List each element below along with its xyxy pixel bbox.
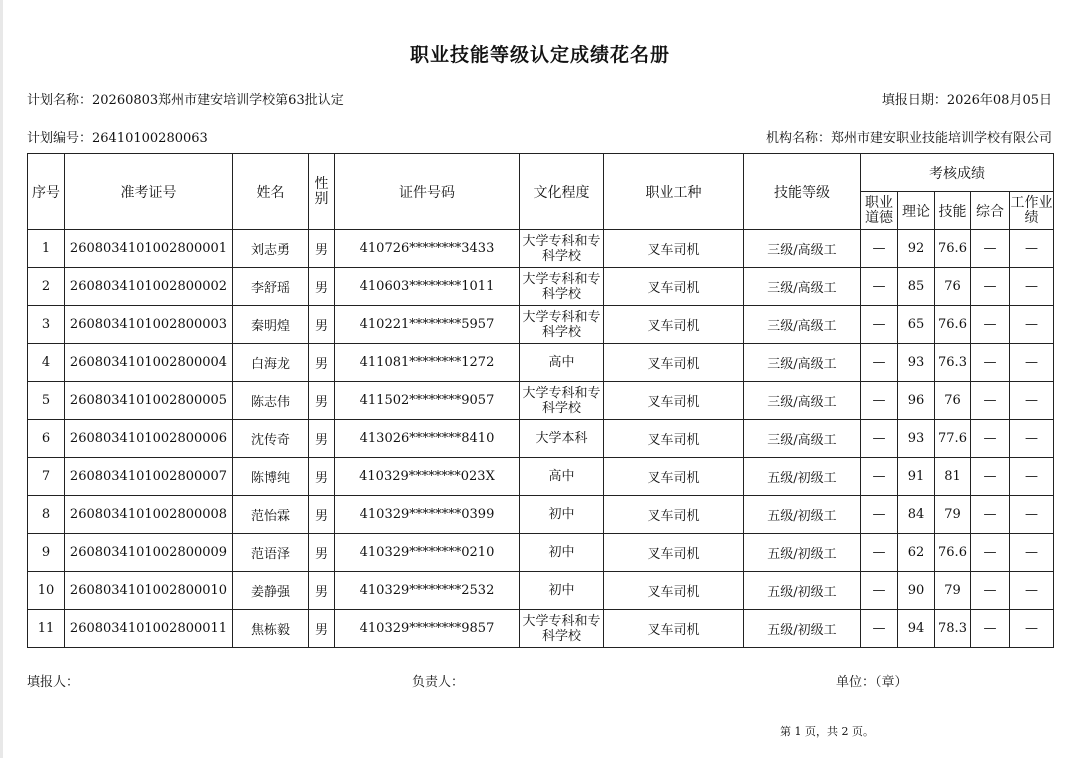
cell-skill: 76.6: [935, 230, 971, 268]
cell-level: 五级/初级工: [744, 534, 861, 572]
cell-overall: —: [971, 268, 1010, 306]
cell-id-no: 410221********5957: [335, 306, 520, 344]
cell-theory: 96: [898, 382, 935, 420]
cell-seq: 2: [28, 268, 65, 306]
cell-occupation: 叉车司机: [604, 534, 744, 572]
table-row: [28, 382, 1054, 420]
cell-name: 秦明煌: [233, 306, 309, 344]
cell-id-no: 410329********9857: [335, 610, 520, 648]
header-id-no: 证件号码: [335, 154, 520, 230]
cell-id-no: 410603********1011: [335, 268, 520, 306]
table-row: [28, 230, 1054, 268]
fill-date-label: 填报日期：: [881, 93, 947, 108]
cell-level: 五级/初级工: [744, 572, 861, 610]
cell-theory: 85: [898, 268, 935, 306]
cell-overall: —: [971, 420, 1010, 458]
cell-seq: 10: [28, 572, 65, 610]
document-title: 职业技能等级认定成绩花名册: [409, 44, 670, 66]
cell-seq: 4: [28, 344, 65, 382]
organization-label: 机构名称：: [765, 131, 831, 146]
cell-skill: 76.6: [935, 534, 971, 572]
cell-ethics: —: [861, 420, 898, 458]
cell-education: 大学专科和专科学校: [520, 268, 604, 306]
cell-id-no: 411502********9057: [335, 382, 520, 420]
cell-overall: —: [971, 610, 1010, 648]
cell-performance: —: [1010, 420, 1054, 458]
responsible-label: 负责人：: [412, 675, 465, 690]
cell-education: 大学专科和专科学校: [520, 610, 604, 648]
cell-seq: 5: [28, 382, 65, 420]
cell-level: 五级/初级工: [744, 458, 861, 496]
cell-gender: 男: [309, 496, 335, 534]
cell-seq: 7: [28, 458, 65, 496]
cell-overall: —: [971, 230, 1010, 268]
cell-skill: 77.6: [935, 420, 971, 458]
cell-education: 高中: [520, 458, 604, 496]
cell-gender: 男: [309, 382, 335, 420]
cell-overall: —: [971, 306, 1010, 344]
cell-exam-no: 2608034101002800004: [65, 344, 233, 382]
cell-overall: —: [971, 382, 1010, 420]
cell-performance: —: [1010, 382, 1054, 420]
cell-performance: —: [1010, 344, 1054, 382]
cell-id-no: 410329********2532: [335, 572, 520, 610]
header-exam-no: 准考证号: [65, 154, 233, 230]
header-overall: 综合: [971, 192, 1010, 230]
plan-number-value: 26410100280063: [92, 131, 208, 146]
cell-exam-no: 2608034101002800009: [65, 534, 233, 572]
cell-occupation: 叉车司机: [604, 306, 744, 344]
cell-level: 五级/初级工: [744, 610, 861, 648]
cell-overall: —: [971, 572, 1010, 610]
cell-performance: —: [1010, 610, 1054, 648]
header-skill: 技能: [935, 192, 971, 230]
cell-overall: —: [971, 496, 1010, 534]
cell-theory: 94: [898, 610, 935, 648]
plan-name: [27, 89, 344, 108]
table-row: [28, 420, 1054, 458]
cell-exam-no: 2608034101002800007: [65, 458, 233, 496]
cell-occupation: 叉车司机: [604, 382, 744, 420]
cell-education: 高中: [520, 344, 604, 382]
cell-performance: —: [1010, 496, 1054, 534]
cell-education: 大学本科: [520, 420, 604, 458]
cell-name: 陈博纯: [233, 458, 309, 496]
cell-exam-no: 2608034101002800010: [65, 572, 233, 610]
cell-exam-no: 2608034101002800008: [65, 496, 233, 534]
organization: [766, 127, 1052, 146]
cell-name: 焦栋毅: [233, 610, 309, 648]
plan-number: [27, 127, 208, 146]
header-seq: 序号: [28, 154, 65, 230]
cell-ethics: —: [861, 496, 898, 534]
cell-name: 范语泽: [233, 534, 309, 572]
cell-exam-no: 2608034101002800011: [65, 610, 233, 648]
header-theory: 理论: [898, 192, 935, 230]
header-occupation: 职业工种: [604, 154, 744, 230]
table-row: [28, 268, 1054, 306]
cell-level: 三级/高级工: [744, 268, 861, 306]
cell-exam-no: 2608034101002800005: [65, 382, 233, 420]
cell-skill: 79: [935, 572, 971, 610]
cell-skill: 76.3: [935, 344, 971, 382]
cell-id-no: 410726********3433: [335, 230, 520, 268]
cell-occupation: 叉车司机: [604, 610, 744, 648]
cell-skill: 76: [935, 268, 971, 306]
cell-name: 李舒瑶: [233, 268, 309, 306]
header-performance: 工作业绩: [1010, 192, 1054, 230]
cell-level: 三级/高级工: [744, 344, 861, 382]
header-education: 文化程度: [520, 154, 604, 230]
cell-performance: —: [1010, 458, 1054, 496]
cell-education: 初中: [520, 496, 604, 534]
cell-name: 刘志勇: [233, 230, 309, 268]
header-ethics: 职业道德: [861, 192, 898, 230]
cell-theory: 92: [898, 230, 935, 268]
cell-ethics: —: [861, 268, 898, 306]
cell-ethics: —: [861, 306, 898, 344]
cell-education: 初中: [520, 534, 604, 572]
plan-name-label: 计划名称：: [27, 93, 93, 108]
cell-occupation: 叉车司机: [604, 230, 744, 268]
table-row: [28, 610, 1054, 648]
cell-skill: 78.3: [935, 610, 971, 648]
cell-exam-no: 2608034101002800006: [65, 420, 233, 458]
cell-seq: 1: [28, 230, 65, 268]
cell-ethics: —: [861, 610, 898, 648]
cell-id-no: 411081********1272: [335, 344, 520, 382]
organization-value: 郑州市建安职业技能培训学校有限公司: [830, 131, 1052, 146]
unit-seal-label: 单位：（章）: [836, 675, 908, 690]
cell-level: 三级/高级工: [744, 420, 861, 458]
cell-seq: 3: [28, 306, 65, 344]
cell-education: 初中: [520, 572, 604, 610]
cell-education: 大学专科和专科学校: [520, 306, 604, 344]
cell-level: 三级/高级工: [744, 230, 861, 268]
cell-occupation: 叉车司机: [604, 496, 744, 534]
cell-theory: 65: [898, 306, 935, 344]
cell-skill: 76.6: [935, 306, 971, 344]
page-edge-shadow: [0, 0, 3, 758]
cell-exam-no: 2608034101002800002: [65, 268, 233, 306]
cell-id-no: 410329********0399: [335, 496, 520, 534]
cell-level: 三级/高级工: [744, 382, 861, 420]
filler-label: 填报人：: [27, 675, 80, 690]
cell-name: 范怡霖: [233, 496, 309, 534]
cell-seq: 6: [28, 420, 65, 458]
cell-gender: 男: [309, 610, 335, 648]
cell-ethics: —: [861, 572, 898, 610]
cell-theory: 90: [898, 572, 935, 610]
cell-ethics: —: [861, 458, 898, 496]
cell-occupation: 叉车司机: [604, 420, 744, 458]
cell-occupation: 叉车司机: [604, 344, 744, 382]
plan-name-value: 20260803郑州市建安培训学校第63批认定: [92, 93, 344, 108]
cell-skill: 79: [935, 496, 971, 534]
cell-id-no: 410329********0210: [335, 534, 520, 572]
cell-level: 五级/初级工: [744, 496, 861, 534]
page-number: 第 1 页，共 2 页。: [780, 725, 874, 738]
cell-occupation: 叉车司机: [604, 458, 744, 496]
cell-performance: —: [1010, 268, 1054, 306]
cell-education: 大学专科和专科学校: [520, 230, 604, 268]
cell-theory: 93: [898, 420, 935, 458]
roster-body: [28, 230, 1054, 648]
table-row: [28, 572, 1054, 610]
cell-ethics: —: [861, 534, 898, 572]
table-row: [28, 496, 1054, 534]
cell-overall: —: [971, 458, 1010, 496]
cell-overall: —: [971, 344, 1010, 382]
cell-seq: 11: [28, 610, 65, 648]
plan-number-label: 计划编号：: [27, 131, 93, 146]
cell-gender: 男: [309, 306, 335, 344]
cell-skill: 76: [935, 382, 971, 420]
header-scores: 考核成绩: [861, 154, 1054, 192]
cell-theory: 93: [898, 344, 935, 382]
cell-name: 白海龙: [233, 344, 309, 382]
cell-exam-no: 2608034101002800001: [65, 230, 233, 268]
cell-education: 大学专科和专科学校: [520, 382, 604, 420]
cell-gender: 男: [309, 572, 335, 610]
cell-skill: 81: [935, 458, 971, 496]
cell-exam-no: 2608034101002800003: [65, 306, 233, 344]
cell-seq: 9: [28, 534, 65, 572]
cell-ethics: —: [861, 344, 898, 382]
header-gender: 性别: [309, 154, 335, 230]
cell-name: 陈志伟: [233, 382, 309, 420]
cell-name: 姜静强: [233, 572, 309, 610]
cell-gender: 男: [309, 268, 335, 306]
fill-date: [882, 89, 1052, 108]
cell-level: 三级/高级工: [744, 306, 861, 344]
cell-id-no: 410329********023X: [335, 458, 520, 496]
cell-gender: 男: [309, 230, 335, 268]
cell-performance: —: [1010, 230, 1054, 268]
score-roster-table: [27, 153, 1054, 648]
cell-gender: 男: [309, 344, 335, 382]
cell-occupation: 叉车司机: [604, 268, 744, 306]
table-row: [28, 306, 1054, 344]
cell-overall: —: [971, 534, 1010, 572]
cell-id-no: 413026********8410: [335, 420, 520, 458]
cell-performance: —: [1010, 306, 1054, 344]
header-level: 技能等级: [744, 154, 861, 230]
cell-ethics: —: [861, 382, 898, 420]
cell-gender: 男: [309, 420, 335, 458]
cell-gender: 男: [309, 534, 335, 572]
cell-theory: 91: [898, 458, 935, 496]
header-name: 姓名: [233, 154, 309, 230]
cell-gender: 男: [309, 458, 335, 496]
cell-performance: —: [1010, 534, 1054, 572]
cell-performance: —: [1010, 572, 1054, 610]
cell-seq: 8: [28, 496, 65, 534]
table-row: [28, 344, 1054, 382]
cell-theory: 84: [898, 496, 935, 534]
cell-theory: 62: [898, 534, 935, 572]
cell-name: 沈传奇: [233, 420, 309, 458]
table-row: [28, 458, 1054, 496]
table-row: [28, 534, 1054, 572]
fill-date-value: 2026年08月05日: [946, 93, 1052, 108]
cell-occupation: 叉车司机: [604, 572, 744, 610]
cell-ethics: —: [861, 230, 898, 268]
